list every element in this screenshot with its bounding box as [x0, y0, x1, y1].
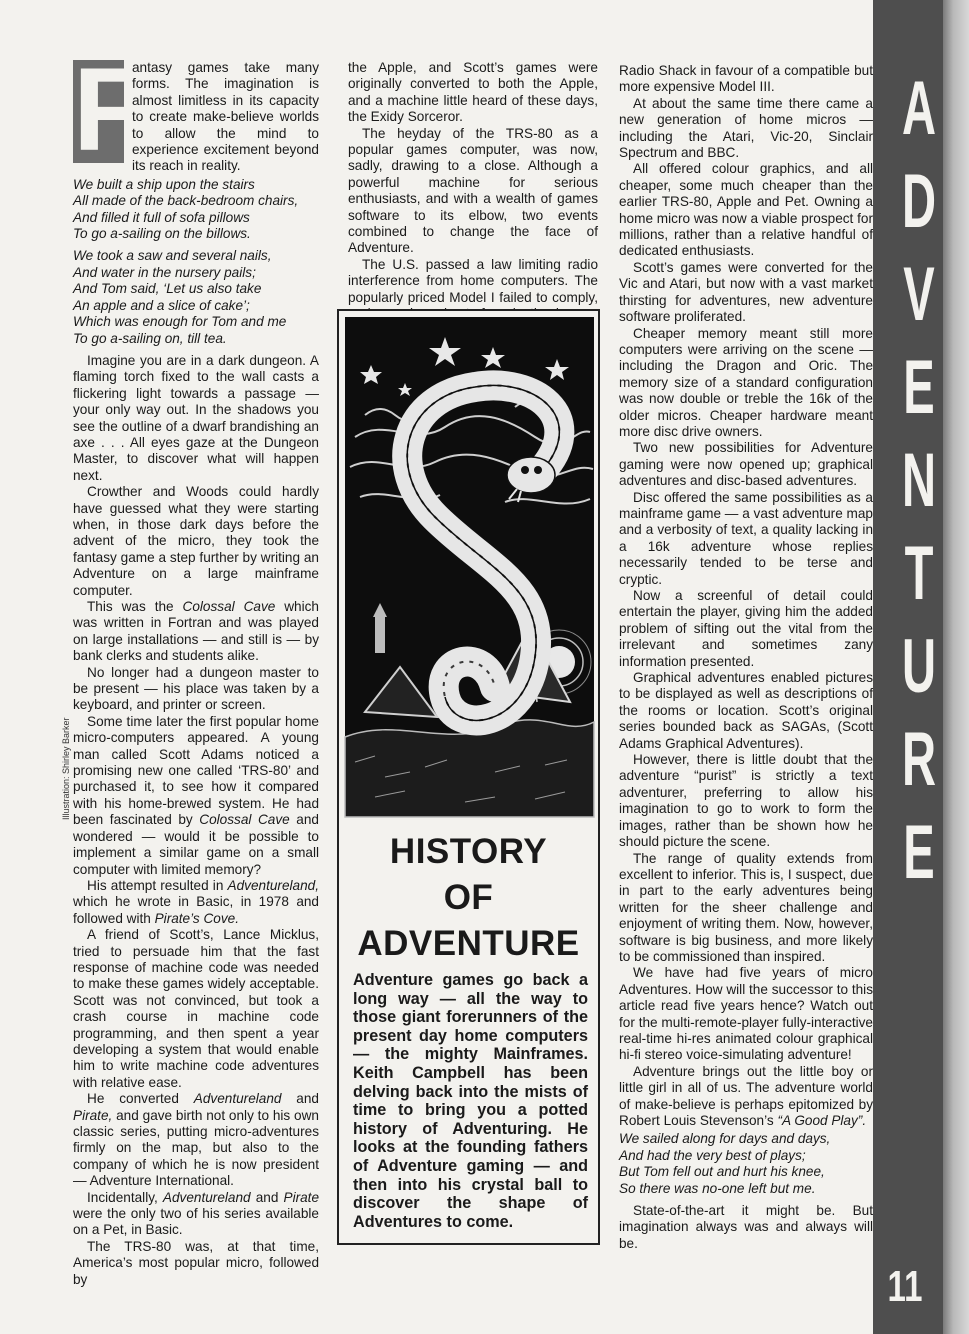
paragraph: Scott’s games were converted for the Vic and Atari, but now with a vast market thirsting for adventures, new adventure software proliferated.	[619, 259, 873, 325]
paragraph: The range of quality extends from excellent to inferior. This is, I suspect, due in part to the early adventures being written for the sheer challenge and enjoyment of writing them. Now, however, software is big business, and more likely to be commissioned than inspired.	[619, 850, 873, 964]
title-boxout	[337, 309, 600, 1245]
article-column-2	[348, 60, 598, 323]
banner-word: A D V E N T U R E	[901, 66, 937, 895]
paragraph: Two new possibilities for Adventure gaming were now opened up; graphical adventures and disc-based adventures.	[619, 440, 873, 489]
paragraph: The TRS-80 was, at that time, America’s most popular micro, followed by	[73, 1238, 319, 1287]
paragraph: However, there is little doubt that the adventure “purist” is strictly a text adventurer, preferring to allow his imagination to go to work to form the images, rather than be shown how he should picture the scene.	[619, 752, 873, 850]
paragraph: the Apple, and Scott’s games were originally converted to both the Apple, and a machine little heard of these days, the Exidy Sorceror.	[348, 60, 598, 125]
paragraph: Incidentally, Adventureland and Pirate were the only two of his series available on a Pet, in Basic.	[73, 1189, 320, 1238]
poem-verse-3: We sailed along for days and days, And had the very best of plays; But Tom fell out and hurt his knee, So there was no-one left but me.	[619, 1131, 831, 1196]
paragraph: Cheaper memory meant still more computers were arriving on the scene — including the Dragon and Oric. The memory size of a standard configuration was now double or treble the 16k of the older micros. Cheaper hardware meant more disc drive owners.	[619, 325, 873, 439]
paragraph: The heyday of the TRS-80 as a popular games computer, was now, sadly, drawing to a close. Although a powerful machine for serious enthusiasts, and with a wealth of games software to its elbow, two events combined to change the face of Adventure.	[348, 125, 598, 256]
paragraph: Graphical adventures enabled pictures to be displayed as well as descriptions of the rooms or location. Scott’s original series bounded back as SAGAs, (Scott Adams Graphical Adventures).	[619, 670, 873, 751]
paragraph: The U.S. passed a law limiting radio interference from home computers. The popularly priced Model I failed to comply,	[348, 256, 598, 305]
paragraph: No longer had a dungeon master to be present — his place was taken by a keyboard, and printer or screen.	[73, 664, 319, 713]
page-edge	[943, 0, 969, 1334]
article-column-3	[619, 63, 873, 1252]
illustration-credit: Illustration: Shirley Barker	[61, 717, 71, 820]
paragraph: Some time later the first popular home micro-computers appeared. A young man called Scott Adams noticed a promising new one called ‘TRS-80’ and purchased it, to see how it compared with his home-brewed system. He had been fascinated by Colossal Cave and wondered — would it be possible to implement a similar game on a small computer with limited memory?	[73, 713, 319, 877]
paragraph: We have had five years of micro Adventures. How will the successor to this article read five years hence? Watch out for the multi-remote-player fully-interactive real-time hi-res animated colour graphical hi-fi stereo voice-simulating adventure!	[619, 965, 873, 1063]
paragraph: Radio Shack in favour of a compatible but more expensive Model III.	[619, 63, 873, 95]
intro-paragraph: antasy games take many forms. The imagination is almost limitless in its capacity to create make-believe worlds to allow the mind to experience excitement beyond its reach in reality.	[132, 60, 319, 174]
page-number: 11	[887, 1262, 923, 1311]
article-column-1	[73, 44, 320, 1288]
article-title: HISTORY OF ADVENTURE	[357, 832, 580, 963]
poem-verse-2: We took a saw and several nails, And water in the nursery pails; And Tom said, ‘Let us also take An apple and a slice of cake’; Which was enough for Tom and me To go a-sailing on, till tea.	[73, 248, 287, 346]
paragraph: Imagine you are in a dark dungeon. A flaming torch fixed to the wall casts a flickering light towards a passage — your only way out. In the shadows you see the outline of a dwarf brandishing an axe . . . All eyes gaze at the Dungeon Master, to discover what will happen next.	[73, 352, 319, 483]
paragraph: He converted Adventureland and Pirate, and gave birth not only to his own classic series, putting micro-adventures firmly on the map, but also to the company of which he is now president — Adventure International.	[73, 1091, 319, 1189]
standfirst: Adventure games go back a long way — all the way to those giant forerunners of the present day home computers — the mighty Mainframes. Keith Campbell has been delving back into the mists of time to bring you a potted history of Adventuring. He looks at the founding fathers of Adventure gaming — and then into his crystal ball to discover the shape of Adventures to come.	[353, 971, 588, 1231]
serpent-illustration	[345, 317, 594, 817]
paragraph: His attempt resulted in Adventureland, which he wrote in Basic, in 1978 and followed with Pirate’s Cove.	[73, 877, 319, 926]
paragraph: This was the Colossal Cave which was written in Fortran and was played on large installations — and still is — by bank clerks and students alike.	[73, 599, 319, 664]
paragraph: At about the same time there came a new generation of home micros — including the Atari, Vic-20, Sinclair Spectrum and BBC.	[619, 95, 873, 161]
poem-verse-1: We built a ship upon the stairs All made of the back-bedroom chairs, And filled it full of sofa pillows To go a-sailing on the billows.	[73, 176, 299, 242]
paragraph: Crowther and Woods could hardly have guessed what they were starting when, in those dark days before the advent of the micro, they took the fantasy game a step further by writing an Adventure on a large mainframe computer.	[73, 484, 319, 598]
paragraph: Adventure brings out the little boy or little girl in all of us. The adventure world of make-believe is perhaps epitomized by Robert Louis Stevenson’s “A Good Play”.	[619, 1063, 873, 1128]
drop-cap: F	[73, 44, 146, 176]
paragraph: All offered colour graphics, and all cheaper, some much cheaper than the earlier TRS-80, Apple and Pet. Owning a home micro was now a viable prospect for millions, rather than a relative handful of dedicated enthusiasts.	[619, 161, 873, 259]
paragraph: A friend of Scott’s, Lance Micklus, tried to persuade him that the fast response of machine code was needed to make these games widely acceptable. Scott was not convinced, but took a crash course in machine code programming, and then spent a year developing a system that would enable him to write machine code adventures with relative ease.	[73, 927, 319, 1090]
paragraph: Now a screenful of detail could entertain the player, giving him the added problem of sifting out the vital from the irrelevant and sometimes zany information presented.	[619, 588, 873, 669]
paragraph: Disc offered the same possibilities as a mainframe game — a vast adventure map and a verbosity of text, a quality lacking in a 16k adventure whose replies necessarily tended to be terse and cryptic.	[619, 489, 873, 587]
paragraph: State-of-the-art it might be. But imagination always was and always will be.	[619, 1203, 873, 1251]
